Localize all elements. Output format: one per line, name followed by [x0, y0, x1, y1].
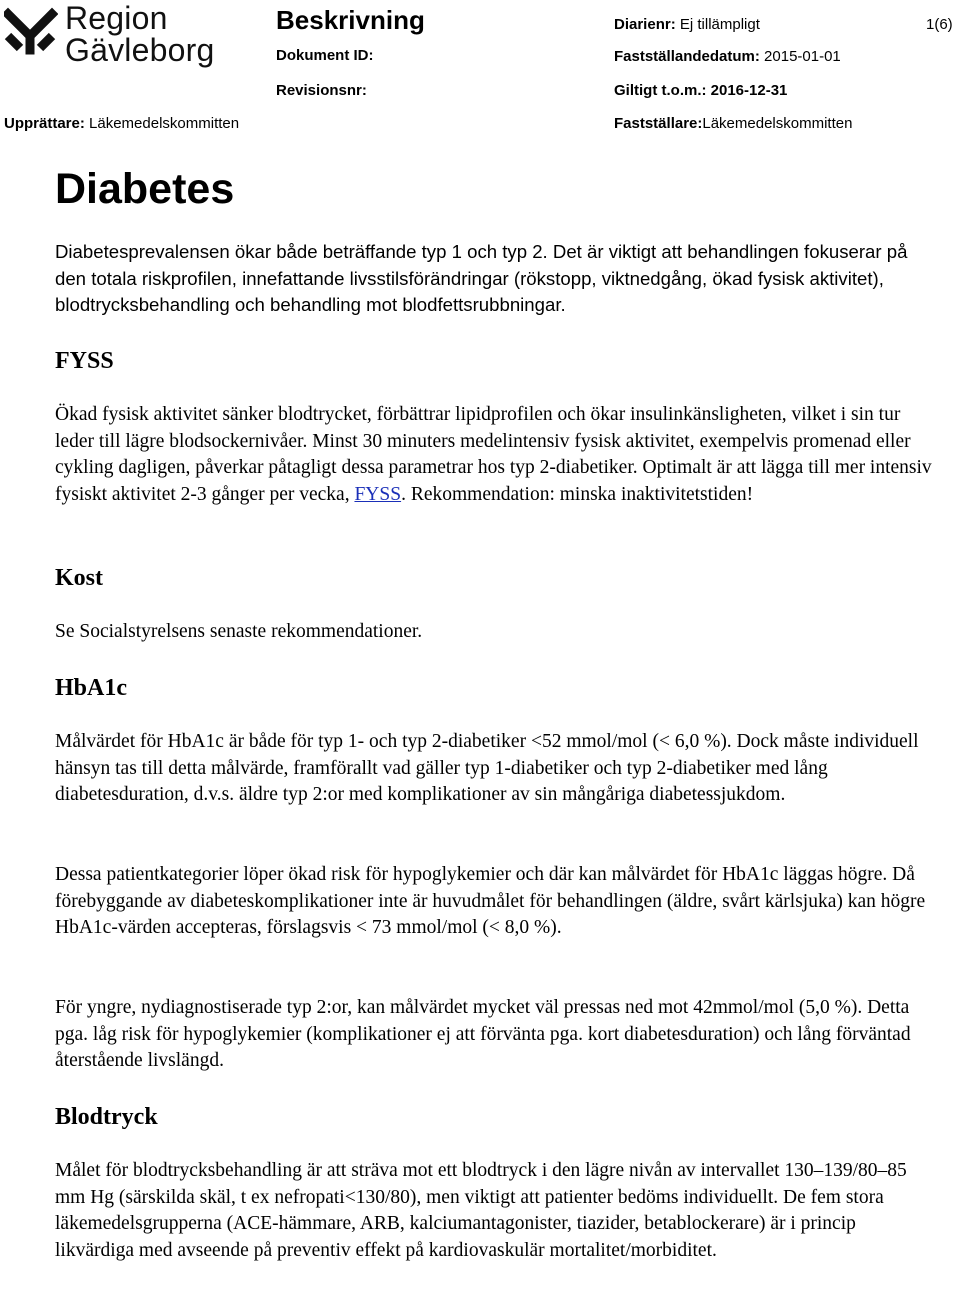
giltigt-value: 2016-12-31	[710, 82, 788, 99]
dokument-id-field	[276, 47, 374, 65]
faststallare-label: Fastställare:	[614, 115, 703, 132]
fyss-text-before: Ökad fysisk aktivitet sänker blodtrycket, förbättrar lipidprofilen och ökar insulinkänsligheten, vilket i sin tur leder till lägre blodsockernivåer. Minst 30 minuters medelintensiv fysisk aktivitet, exempelvis promenad eller cykling dagligen, påverkar påtagligt dessa parametrar hos typ 2-diabetiker. Optimalt är att lägga till mer intensiv fysiskt aktivitet 2-3 gånger per vecka,	[55, 404, 932, 505]
intro-paragraph: Diabetesprevalensen ökar både beträffande typ 1 och typ 2. Det är viktigt att behandlingen fokuserar på den totala riskprofilen, innefattande livsstilsförändringar (rökstopp, viktnedgång, ökad fysisk aktivitet), blodtrycksbehandling och behandling mot blodfettsrubbningar.	[55, 241, 908, 316]
hba1c-paragraph-3: För yngre, nydiagnostiserade typ 2:or, kan målvärdet mycket väl pressas ned mot 42mmol/mol (5,0 %). Detta pga. låg risk för hypoglykemier (komplikationer ej att förvänta pga. kort diabetesduration) och lång förväntad återstående livslängd.	[55, 997, 911, 1072]
faststallandedatum-field	[614, 48, 841, 66]
heading-hba1c: HbA1c	[55, 675, 127, 701]
logo-text-line1: Region	[65, 0, 168, 36]
heading-fyss: FYSS	[55, 348, 114, 374]
upprattare-value: Läkemedelskommitten	[89, 115, 240, 132]
page-number: 1(6)	[926, 16, 953, 33]
upprattare-label: Upprättare:	[4, 115, 85, 132]
hba1c-paragraph-2: Dessa patientkategorier löper ökad risk för hypoglykemier och där kan målvärdet för HbA1c läggas högre. Då förebyggande av diabeteskomplikationer inte är huvudmålet för behandlingen (äldre, svårt kärlsjuka) kan högre HbA1c-värden accepteras, förslagsvis < 73 mmol/mol (< 8,0 %).	[55, 864, 926, 939]
diarienr-value: Ej tillämpligt	[679, 16, 760, 33]
fyss-link[interactable]: FYSS	[354, 483, 402, 505]
giltigt-label: Giltigt t.o.m.:	[614, 82, 707, 99]
upprattare-field	[4, 115, 239, 133]
heading-kost: Kost	[55, 565, 103, 591]
diarienr-label: Diarienr:	[614, 16, 676, 33]
logo-text-line2: Gävleborg	[65, 32, 215, 68]
blodtryck-paragraph: Målet för blodtrycksbehandling är att sträva mot ett blodtryck i den lägre nivån av intervallet 130–139/80–85 mm Hg (särskilda skäl, t ex nefropati<130/80), men viktigt att patienter bedöms individuellt. De fem stora läkemedelsgrupperna (ACE-hämmare, ARB, kalciumantagonister, tiazider, betablockerare) är i princip likvärdiga med avseende på preventiv effekt på kardiovaskulär mortalitet/morbiditet.	[55, 1160, 907, 1261]
revisionsnr-field	[276, 82, 367, 100]
faststallandedatum-label: Fastställandedatum:	[614, 48, 760, 65]
fyss-paragraph	[55, 402, 935, 508]
page-title: Diabetes	[55, 165, 235, 213]
heading-blodtryck: Blodtryck	[55, 1104, 158, 1130]
dokument-id-label: Dokument ID:	[276, 47, 374, 64]
faststallandedatum-value: 2015-01-01	[764, 48, 841, 65]
revisionsnr-label: Revisionsnr:	[276, 82, 367, 99]
diarienr-field	[614, 16, 760, 34]
hba1c-paragraph-1: Målvärdet för HbA1c är både för typ 1- och typ 2-diabetiker <52 mmol/mol (< 6,0 %). Dock måste individuell hänsyn tas till detta målvärde, framförallt vad gäller typ 1-diabetiker och typ 2-diabetiker med lång diabetesduration, d.v.s. äldre typ 2:or med komplikationer av sin mångåriga diabetessjukdom.	[55, 731, 919, 806]
fyss-text-after: . Rekommendation: minska inaktivitetstiden!	[401, 483, 754, 505]
document-type: Beskrivning	[276, 5, 425, 35]
giltigt-field	[614, 82, 787, 100]
faststallare-value: Läkemedelskommitten	[702, 115, 853, 132]
faststallare-field	[614, 115, 852, 133]
kost-paragraph: Se Socialstyrelsens senaste rekommendationer.	[55, 621, 423, 642]
logo	[4, 2, 214, 68]
region-gavleborg-logo-icon	[4, 4, 58, 62]
